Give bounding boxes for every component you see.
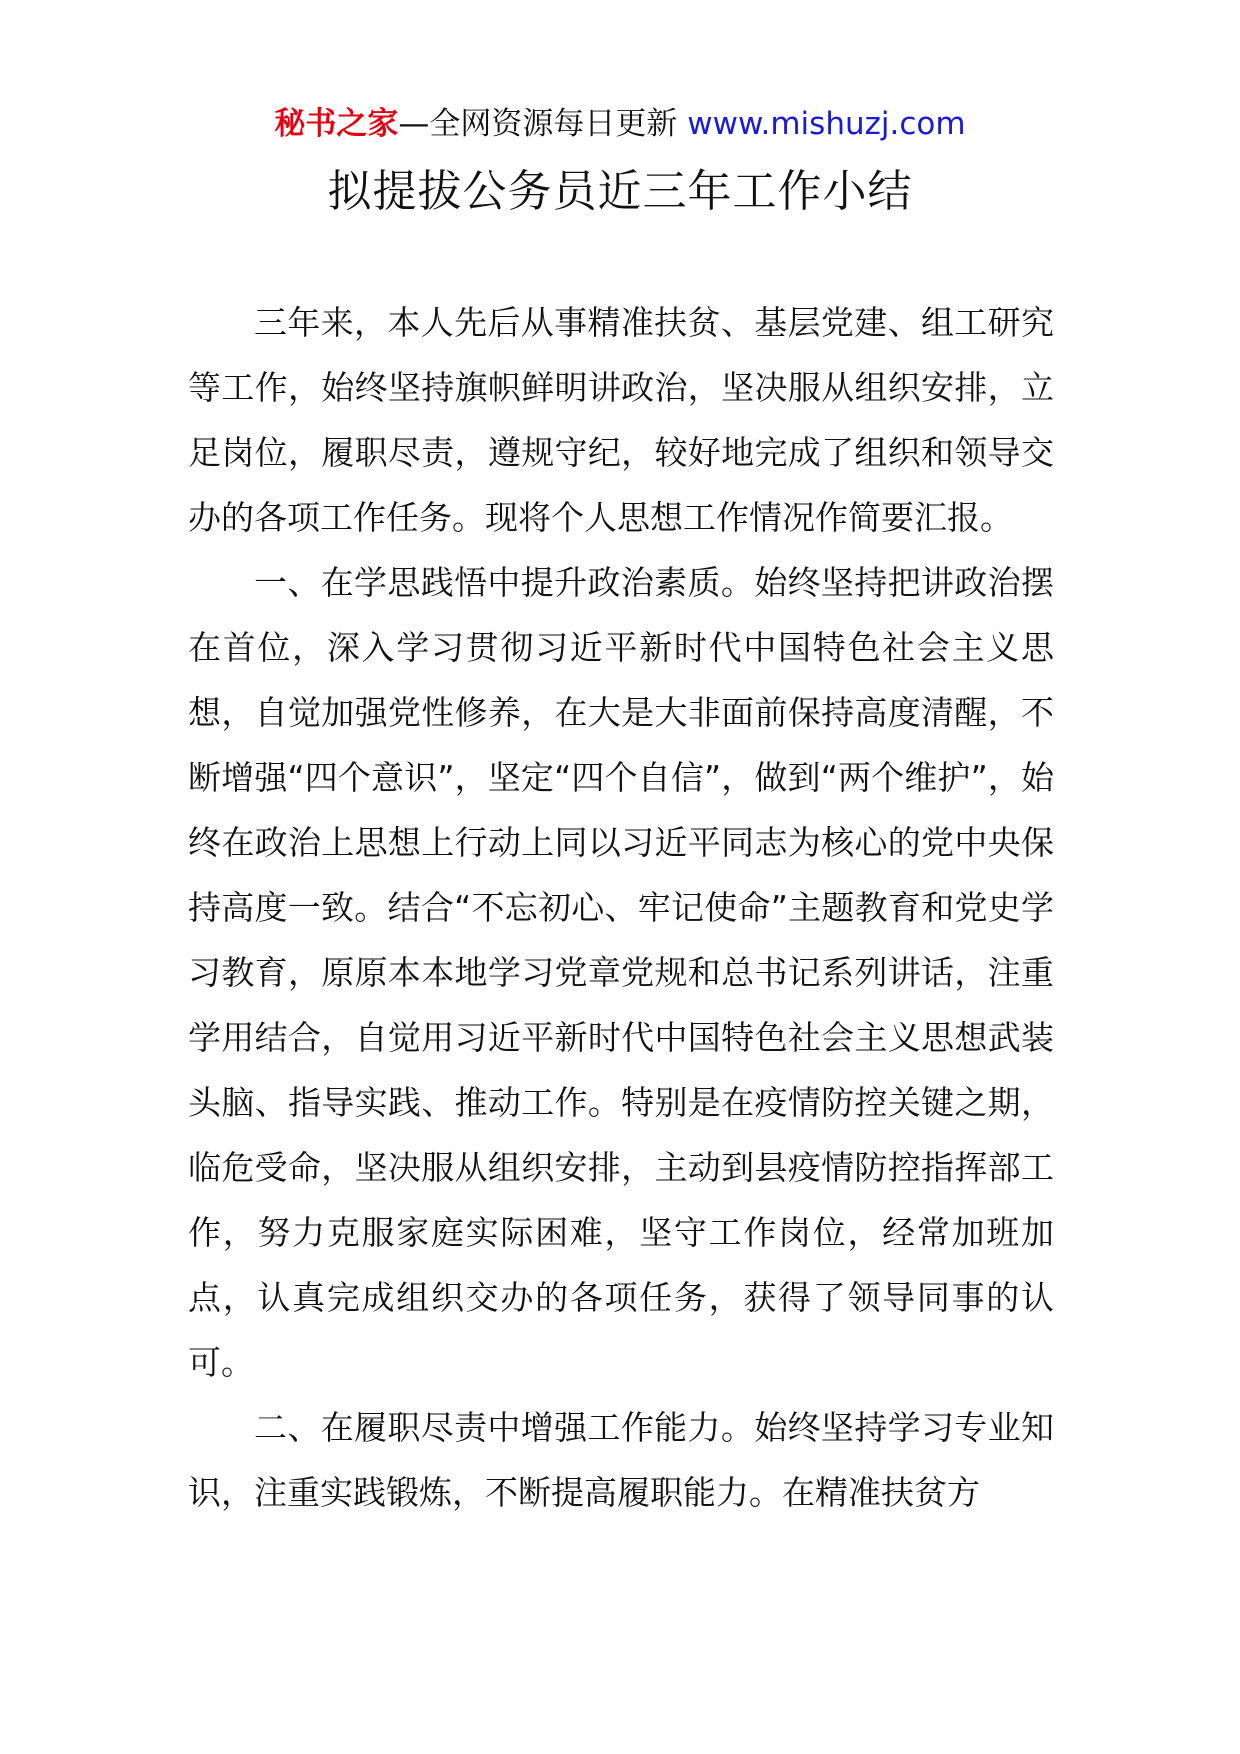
- paragraph-intro: 三年来，本人先后从事精准扶贫、基层党建、组工研究等工作，始终坚持旗帜鲜明讲政治，坚决服从组织安排，立足岗位，履职尽责，遵规守纪，较好地完成了组织和领导交办的各项工作任务。现将个人思想工作情况作简要汇报。: [188, 303, 1054, 537]
- site-header: [0, 104, 1240, 144]
- header-tagline: —全网资源每日更新: [398, 106, 678, 142]
- site-url-link[interactable]: www.mishuzj.com: [687, 106, 966, 142]
- document-title: 拟提拔公务员近三年工作小结: [327, 166, 913, 217]
- document-body: [188, 290, 1054, 1525]
- brand-name: 秘书之家: [274, 106, 399, 142]
- paragraph-section-1: 一、在学思践悟中提升政治素质。始终坚持把讲政治摆在首位，深入学习贯彻习近平新时代中国特色社会主义思想，自觉加强党性修养，在大是大非面前保持高度清醒，不断增强“四个意识”，坚定“四个自信”，做到“两个维护”，始终在政治上思想上行动上同以习近平同志为核心的党中央保持高度一致。结合“不忘初心、牢记使命”主题教育和党史学习教育，原原本本地学习党章党规和总书记系列讲话，注重学用结合，自觉用习近平新时代中国特色社会主义思想武装头脑、指导实践、推动工作。特别是在疫情防控关键之期，临危受命，坚决服从组织安排，主动到县疫情防控指挥部工作，努力克服家庭实际困难，坚守工作岗位，经常加班加点，认真完成组织交办的各项任务，获得了领导同事的认可。: [188, 563, 1054, 1382]
- paragraph-section-2: 二、在履职尽责中增强工作能力。始终坚持学习专业知识，注重实践锻炼，不断提高履职能力。在精准扶贫方: [188, 1408, 1054, 1512]
